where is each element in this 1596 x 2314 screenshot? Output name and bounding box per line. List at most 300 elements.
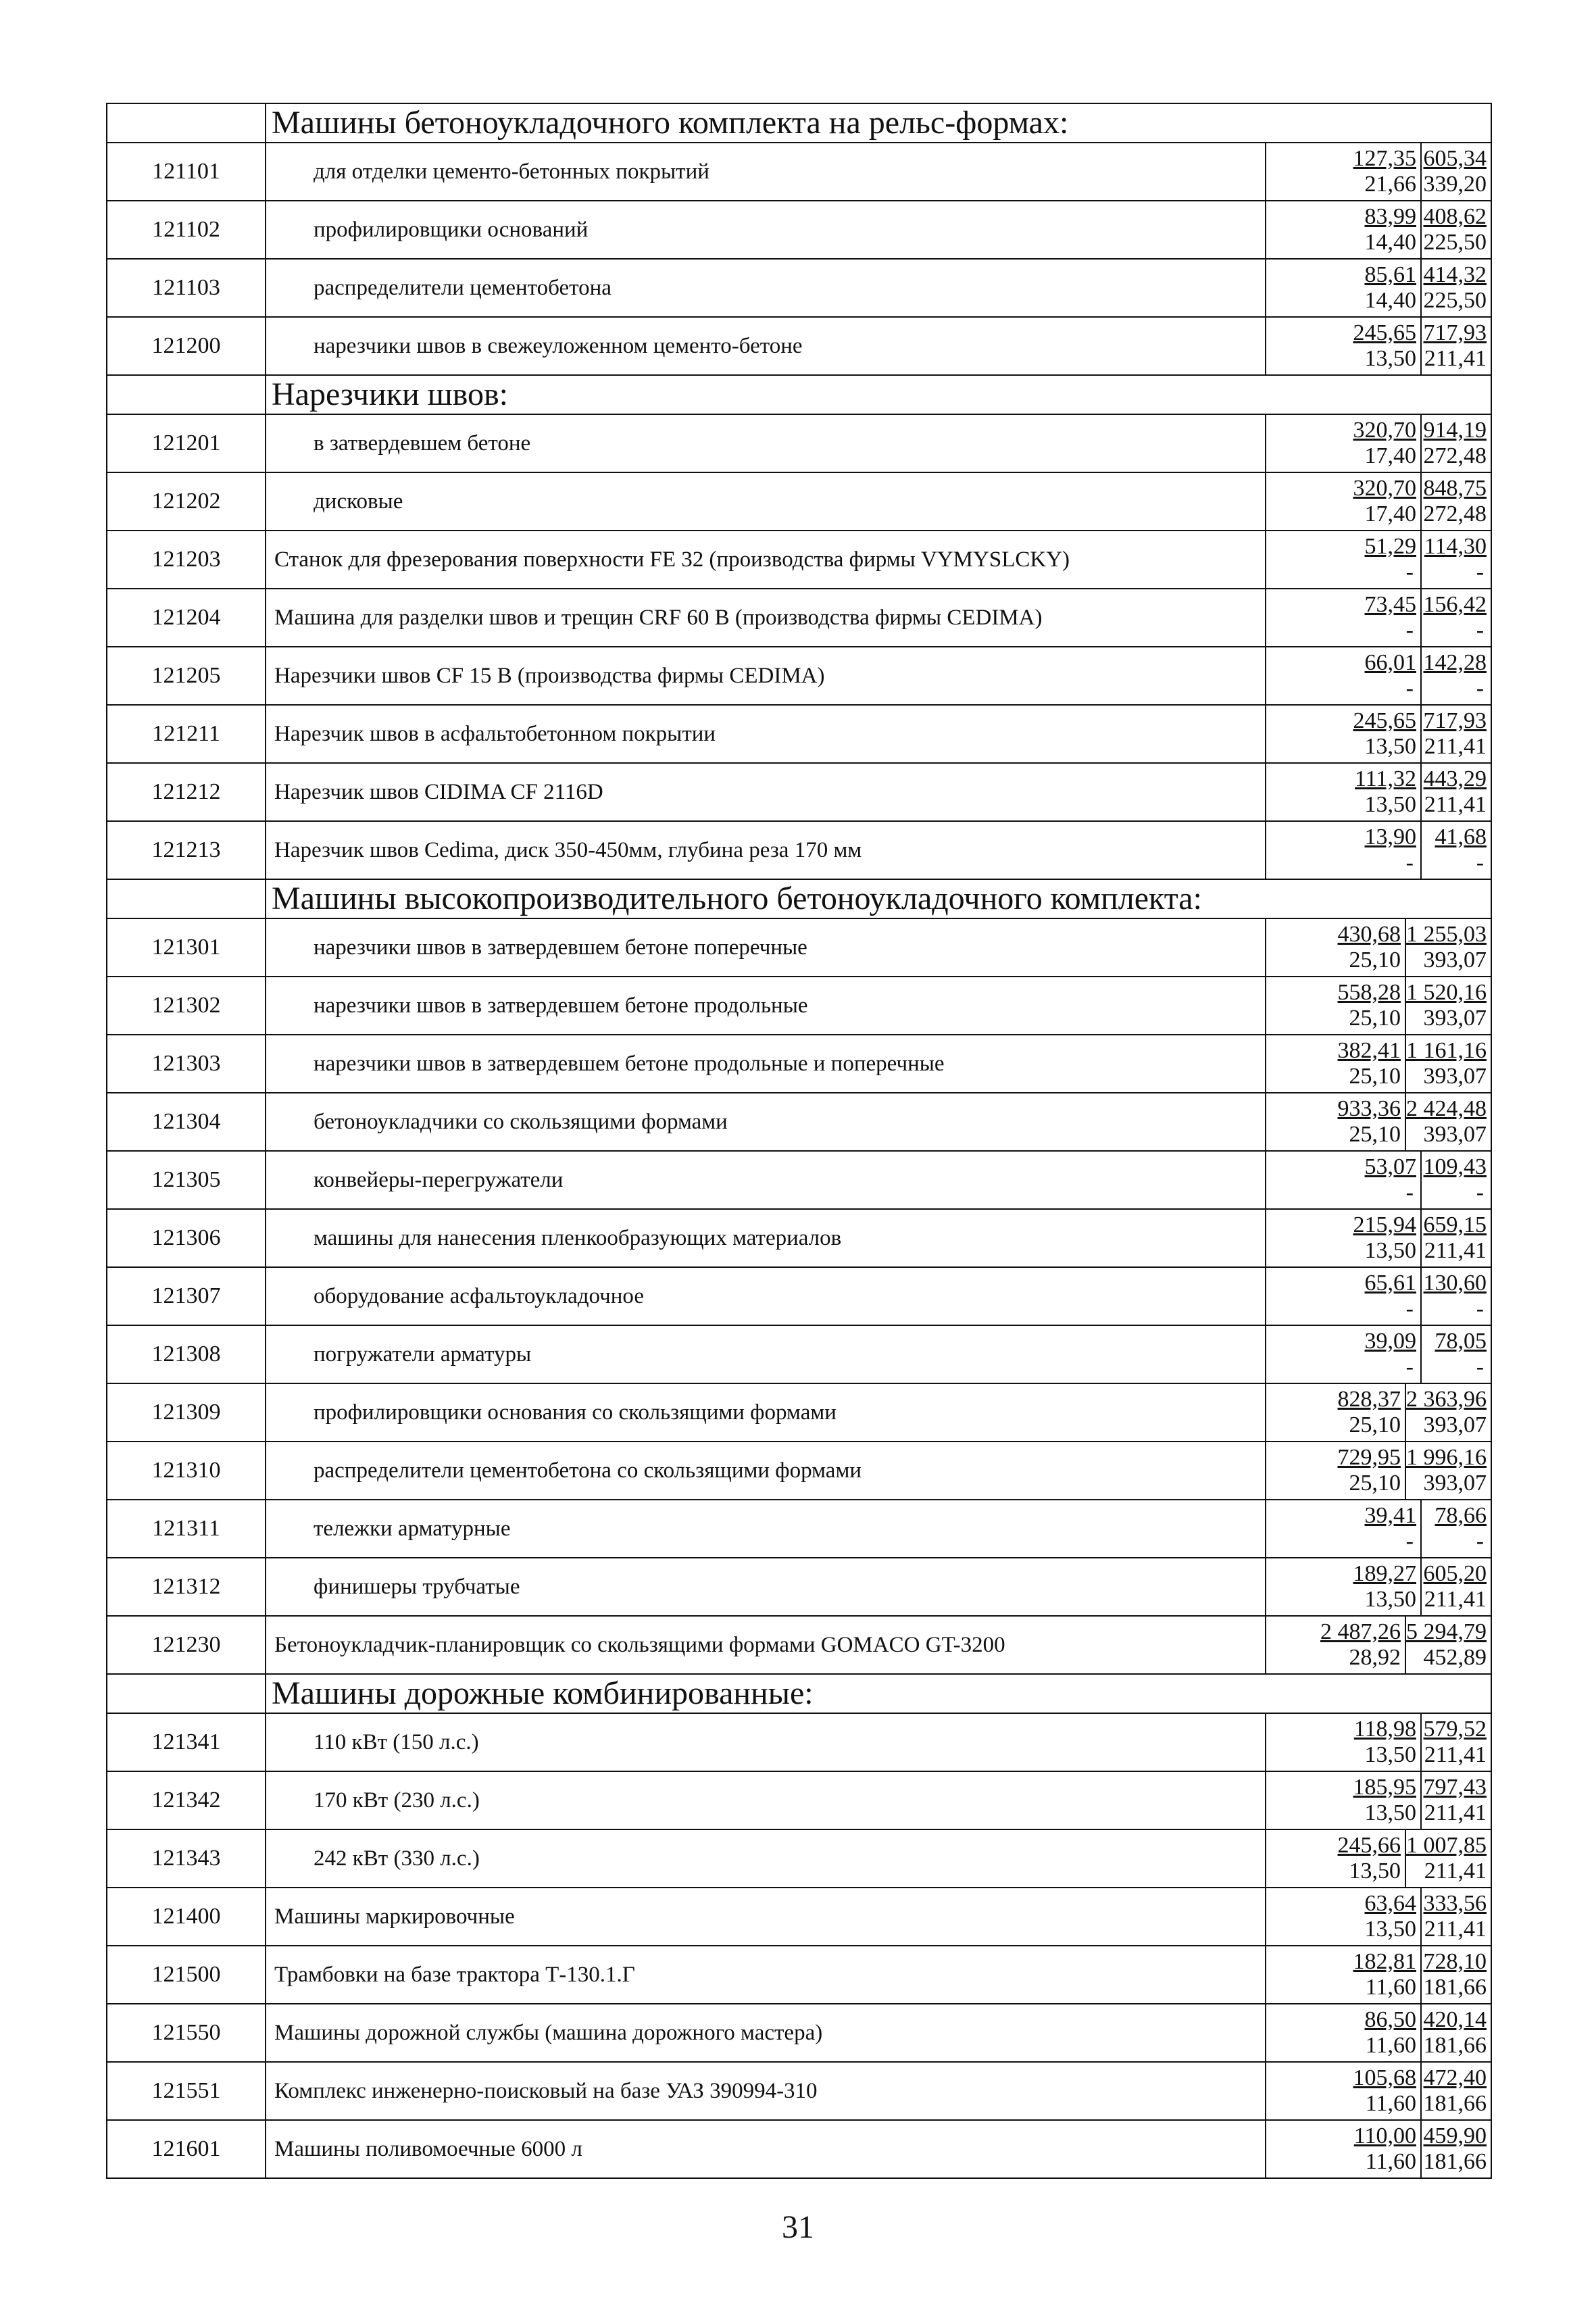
value-bottom: - — [1405, 676, 1414, 701]
row-values — [1266, 1771, 1491, 1829]
row-code: 121307 — [107, 1267, 266, 1325]
value-top: 1 007,85 — [1406, 1833, 1487, 1858]
table-row — [107, 259, 1491, 317]
table-row — [107, 1209, 1491, 1267]
value-column-1 — [1266, 260, 1422, 316]
value-column-1 — [1266, 1946, 1422, 2003]
value-top: 182,81 — [1353, 1949, 1416, 1974]
value-top: 933,36 — [1337, 1096, 1401, 1121]
table-row — [107, 1713, 1491, 1771]
value-bottom: - — [1476, 1180, 1485, 1205]
value-bottom: 13,50 — [1364, 1238, 1416, 1263]
section-header-row — [107, 375, 1491, 414]
table-row — [107, 977, 1491, 1035]
value-column-2 — [1422, 1326, 1491, 1383]
row-name: распределители цементобетона — [266, 259, 1266, 317]
value-top: 459,90 — [1423, 2123, 1487, 2148]
row-code: 121301 — [107, 918, 266, 977]
value-bottom: 28,92 — [1349, 1645, 1401, 1670]
value-column-1 — [1266, 473, 1422, 530]
table-row — [107, 1383, 1491, 1442]
value-column-2 — [1422, 143, 1491, 200]
value-bottom: 211,41 — [1424, 1742, 1487, 1767]
row-name: 110 кВт (150 л.с.) — [266, 1713, 1266, 1771]
row-name: конвейеры-перегружатели — [266, 1151, 1266, 1209]
values-box — [1266, 473, 1491, 530]
row-name: нарезчики швов в затвердевшем бетоне продольные — [266, 977, 1266, 1035]
value-column-2 — [1422, 2004, 1491, 2061]
row-values — [1266, 1151, 1491, 1209]
values-box — [1266, 1326, 1491, 1383]
row-code: 121342 — [107, 1771, 266, 1829]
values-box — [1266, 1558, 1491, 1615]
table-row — [107, 317, 1491, 375]
value-top: 156,42 — [1423, 592, 1487, 617]
section-header-row — [107, 879, 1491, 918]
row-name: Комплекс инженерно-поисковый на базе УАЗ 390994-310 — [266, 2062, 1266, 2120]
price-table-container — [106, 103, 1491, 2179]
value-top: 729,95 — [1337, 1445, 1401, 1470]
row-values — [1266, 1829, 1491, 1888]
section-title: Машины высокопроизводительного бетоноукладочного комплекта: — [266, 879, 1491, 918]
value-column-2 — [1422, 1946, 1491, 2003]
value-column-1 — [1266, 201, 1422, 258]
value-top: 13,90 — [1364, 824, 1416, 850]
values-box — [1266, 2121, 1491, 2177]
row-code: 121102 — [107, 201, 266, 259]
row-values — [1266, 1383, 1491, 1442]
row-name: Трамбовки на базе трактора Т-130.1.Г — [266, 1946, 1266, 2004]
values-box — [1266, 706, 1491, 762]
values-box — [1266, 318, 1491, 374]
value-bottom: 13,50 — [1364, 1587, 1416, 1612]
value-top: 130,60 — [1423, 1271, 1487, 1296]
value-bottom: 14,40 — [1364, 288, 1416, 313]
value-bottom: - — [1476, 560, 1485, 585]
row-code: 121212 — [107, 763, 266, 821]
value-bottom: 21,66 — [1364, 172, 1416, 197]
value-bottom: 11,60 — [1365, 2033, 1416, 2058]
table-row — [107, 1616, 1491, 1674]
row-values — [1266, 977, 1491, 1035]
value-bottom: 211,41 — [1424, 792, 1487, 817]
value-top: 63,64 — [1364, 1891, 1416, 1916]
section-header-row — [107, 103, 1491, 143]
value-column-1 — [1266, 977, 1406, 1034]
row-code: 121310 — [107, 1442, 266, 1500]
row-values — [1266, 1442, 1491, 1500]
row-code: 121304 — [107, 1093, 266, 1151]
value-bottom: - — [1405, 1180, 1414, 1205]
section-code-cell — [107, 375, 266, 414]
value-column-2 — [1422, 415, 1491, 472]
row-code: 121601 — [107, 2120, 266, 2178]
row-code: 121203 — [107, 531, 266, 589]
row-name: профилировщики оснований — [266, 201, 1266, 259]
value-bottom: 225,50 — [1423, 288, 1487, 313]
values-box — [1266, 1035, 1491, 1092]
value-column-2 — [1422, 647, 1491, 704]
value-column-1 — [1266, 1384, 1406, 1441]
row-code: 121303 — [107, 1035, 266, 1093]
row-name: тележки арматурные — [266, 1500, 1266, 1558]
row-values — [1266, 918, 1491, 977]
row-code: 121341 — [107, 1713, 266, 1771]
row-name: Нарезчик швов CIDIMA CF 2116D — [266, 763, 1266, 821]
value-column-1 — [1266, 1268, 1422, 1325]
value-top: 430,68 — [1337, 922, 1401, 947]
value-bottom: 393,07 — [1423, 1006, 1487, 1031]
row-name: Машины маркировочные — [266, 1888, 1266, 1946]
value-bottom: 181,66 — [1423, 2033, 1487, 2058]
value-top: 558,28 — [1337, 980, 1401, 1005]
value-bottom: 393,07 — [1423, 1064, 1487, 1089]
value-bottom: 225,50 — [1423, 230, 1487, 255]
row-code: 121550 — [107, 2004, 266, 2062]
page-number: 31 — [782, 2209, 814, 2245]
value-column-1 — [1266, 318, 1422, 374]
value-bottom: 25,10 — [1349, 1412, 1401, 1437]
values-box — [1266, 201, 1491, 258]
value-top: 83,99 — [1364, 204, 1416, 229]
table-row — [107, 1829, 1491, 1888]
row-values — [1266, 821, 1491, 879]
value-top: 728,10 — [1423, 1949, 1487, 1974]
row-name: Нарезчики швов CF 15 B (производства фирмы CEDIMA) — [266, 647, 1266, 705]
value-top: 189,27 — [1353, 1561, 1416, 1586]
row-code: 121551 — [107, 2062, 266, 2120]
value-top: 408,62 — [1423, 204, 1487, 229]
row-values — [1266, 2062, 1491, 2120]
values-box — [1266, 1772, 1491, 1829]
value-bottom: - — [1476, 1296, 1485, 1321]
value-bottom: 13,50 — [1349, 1858, 1401, 1884]
value-bottom: 339,20 — [1423, 172, 1487, 197]
row-code: 121230 — [107, 1616, 266, 1674]
table-row — [107, 1771, 1491, 1829]
value-top: 5 294,79 — [1406, 1619, 1487, 1644]
values-box — [1266, 1442, 1491, 1499]
value-bottom: 25,10 — [1349, 1064, 1401, 1089]
value-column-1 — [1266, 1888, 1422, 1945]
value-bottom: 393,07 — [1423, 1122, 1487, 1147]
value-column-1 — [1266, 1442, 1406, 1499]
values-box — [1266, 977, 1491, 1034]
section-header-row — [107, 1674, 1491, 1713]
value-top: 2 424,48 — [1406, 1096, 1487, 1121]
row-code: 121306 — [107, 1209, 266, 1267]
value-column-1 — [1266, 2063, 1422, 2119]
values-box — [1266, 1830, 1491, 1887]
row-name: распределители цементобетона со скользящими формами — [266, 1442, 1266, 1500]
value-column-1 — [1266, 822, 1422, 879]
value-top: 443,29 — [1423, 766, 1487, 791]
section-code-cell — [107, 1674, 266, 1713]
row-code: 121309 — [107, 1383, 266, 1442]
value-column-1 — [1266, 1093, 1406, 1150]
value-top: 105,68 — [1353, 2065, 1416, 2090]
value-bottom: 11,60 — [1365, 2149, 1416, 2174]
table-row — [107, 143, 1491, 201]
row-code: 121305 — [107, 1151, 266, 1209]
value-bottom: 14,40 — [1364, 230, 1416, 255]
row-name: машины для нанесения пленкообразующих материалов — [266, 1209, 1266, 1267]
value-bottom: - — [1405, 560, 1414, 585]
row-name: для отделки цементо-бетонных покрытий — [266, 143, 1266, 201]
values-box — [1266, 589, 1491, 646]
table-row — [107, 1267, 1491, 1325]
value-top: 41,68 — [1435, 824, 1487, 850]
row-code: 121400 — [107, 1888, 266, 1946]
row-values — [1266, 1500, 1491, 1558]
row-values — [1266, 1888, 1491, 1946]
value-top: 848,75 — [1423, 476, 1487, 501]
row-values — [1266, 1267, 1491, 1325]
table-row — [107, 1946, 1491, 2004]
table-row — [107, 2120, 1491, 2178]
value-top: 245,65 — [1353, 320, 1416, 345]
row-values — [1266, 1713, 1491, 1771]
value-top: 605,20 — [1423, 1561, 1487, 1586]
value-bottom: 13,50 — [1364, 1917, 1416, 1942]
row-name: Машины дорожной службы (машина дорожного мастера) — [266, 2004, 1266, 2062]
values-box — [1266, 260, 1491, 316]
values-box — [1266, 2063, 1491, 2119]
row-values — [1266, 201, 1491, 259]
row-name: дисковые — [266, 472, 1266, 531]
value-top: 797,43 — [1423, 1775, 1487, 1800]
values-box — [1266, 1268, 1491, 1325]
values-box — [1266, 1946, 1491, 2003]
row-values — [1266, 259, 1491, 317]
table-row — [107, 414, 1491, 472]
value-column-1 — [1266, 1500, 1422, 1557]
row-values — [1266, 1946, 1491, 2004]
table-row — [107, 589, 1491, 647]
value-bottom: 13,50 — [1364, 1742, 1416, 1767]
value-column-2 — [1422, 260, 1491, 316]
value-top: 914,19 — [1423, 418, 1487, 443]
table-row — [107, 763, 1491, 821]
values-box — [1266, 647, 1491, 704]
value-top: 142,28 — [1423, 650, 1487, 675]
value-bottom: 211,41 — [1424, 346, 1487, 371]
value-column-1 — [1266, 1035, 1406, 1092]
value-column-2 — [1406, 977, 1491, 1034]
row-values — [1266, 143, 1491, 201]
table-row — [107, 918, 1491, 977]
row-code: 121204 — [107, 589, 266, 647]
value-column-2 — [1422, 1772, 1491, 1829]
value-top: 1 255,03 — [1406, 922, 1487, 947]
row-code: 121302 — [107, 977, 266, 1035]
row-name: нарезчики швов в затвердевшем бетоне поперечные — [266, 918, 1266, 977]
row-values — [1266, 2004, 1491, 2062]
value-column-2 — [1422, 2121, 1491, 2177]
value-column-1 — [1266, 1210, 1422, 1266]
value-top: 2 487,26 — [1320, 1619, 1401, 1644]
row-values — [1266, 414, 1491, 472]
price-table — [106, 103, 1492, 2179]
table-row — [107, 1500, 1491, 1558]
row-code: 121500 — [107, 1946, 266, 2004]
value-top: 579,52 — [1423, 1717, 1487, 1742]
values-box — [1266, 1093, 1491, 1150]
section-title: Машины дорожные комбинированные: — [266, 1674, 1491, 1713]
table-row — [107, 1558, 1491, 1616]
value-bottom: 25,10 — [1349, 1122, 1401, 1147]
value-top: 85,61 — [1364, 262, 1416, 287]
value-top: 114,30 — [1424, 534, 1487, 559]
table-row — [107, 531, 1491, 589]
value-column-2 — [1406, 1830, 1491, 1887]
row-code: 121200 — [107, 317, 266, 375]
values-box — [1266, 2004, 1491, 2061]
value-bottom: 272,48 — [1423, 443, 1487, 468]
value-column-2 — [1406, 1035, 1491, 1092]
price-table-body — [107, 103, 1491, 2178]
row-values — [1266, 317, 1491, 375]
value-top: 2 363,96 — [1406, 1387, 1487, 1412]
value-top: 66,01 — [1364, 650, 1416, 675]
value-top: 605,34 — [1423, 146, 1487, 171]
value-column-1 — [1266, 764, 1422, 820]
value-column-2 — [1406, 1384, 1491, 1441]
value-bottom: 13,50 — [1364, 1800, 1416, 1825]
table-row — [107, 1035, 1491, 1093]
values-box — [1266, 1210, 1491, 1266]
value-bottom: 25,10 — [1349, 1471, 1401, 1496]
value-top: 1 161,16 — [1406, 1038, 1487, 1063]
value-top: 118,98 — [1353, 1717, 1416, 1742]
value-bottom: 13,50 — [1364, 734, 1416, 759]
value-top: 39,09 — [1364, 1329, 1416, 1354]
value-column-1 — [1266, 1772, 1422, 1829]
value-column-1 — [1266, 647, 1422, 704]
row-name: погружатели арматуры — [266, 1325, 1266, 1383]
row-code: 121201 — [107, 414, 266, 472]
row-values — [1266, 763, 1491, 821]
value-column-1 — [1266, 706, 1422, 762]
value-bottom: 452,89 — [1423, 1645, 1487, 1670]
value-column-2 — [1406, 919, 1491, 976]
values-box — [1266, 143, 1491, 200]
table-row — [107, 2062, 1491, 2120]
values-box — [1266, 919, 1491, 976]
value-bottom: 13,50 — [1364, 792, 1416, 817]
value-column-2 — [1406, 1442, 1491, 1499]
row-values — [1266, 1325, 1491, 1383]
value-column-1 — [1266, 2121, 1422, 2177]
table-row — [107, 472, 1491, 531]
value-bottom: 181,66 — [1423, 2091, 1487, 2116]
value-column-2 — [1422, 201, 1491, 258]
value-top: 717,93 — [1423, 320, 1487, 345]
row-name: Машина для разделки швов и трещин CRF 60 B (производства фирмы CEDIMA) — [266, 589, 1266, 647]
value-top: 86,50 — [1364, 2007, 1416, 2032]
values-box — [1266, 1617, 1491, 1673]
row-values — [1266, 472, 1491, 531]
table-row — [107, 705, 1491, 763]
value-column-1 — [1266, 531, 1422, 588]
value-top: 1 520,16 — [1406, 980, 1487, 1005]
row-name: Нарезчик швов в асфальтобетонном покрытии — [266, 705, 1266, 763]
value-column-2 — [1422, 1714, 1491, 1771]
value-top: 1 996,16 — [1406, 1445, 1487, 1470]
value-bottom: 11,60 — [1365, 2091, 1416, 2116]
value-bottom: - — [1476, 676, 1485, 701]
section-code-cell — [107, 103, 266, 143]
value-column-2 — [1422, 318, 1491, 374]
value-top: 420,14 — [1423, 2007, 1487, 2032]
table-row — [107, 201, 1491, 259]
value-bottom: 25,10 — [1349, 947, 1401, 973]
table-row — [107, 647, 1491, 705]
value-bottom: 181,66 — [1423, 1975, 1487, 2000]
value-bottom: - — [1405, 1529, 1414, 1554]
value-bottom: 17,40 — [1364, 501, 1416, 526]
row-values — [1266, 1209, 1491, 1267]
value-bottom: 211,41 — [1424, 1587, 1487, 1612]
value-top: 382,41 — [1337, 1038, 1401, 1063]
row-code: 121311 — [107, 1500, 266, 1558]
row-values — [1266, 1558, 1491, 1616]
value-bottom: 17,40 — [1364, 443, 1416, 468]
value-column-1 — [1266, 2004, 1422, 2061]
value-top: 53,07 — [1364, 1154, 1416, 1179]
value-bottom: 181,66 — [1423, 2149, 1487, 2174]
row-name: финишеры трубчатые — [266, 1558, 1266, 1616]
value-bottom: 211,41 — [1424, 1858, 1487, 1884]
value-bottom: 25,10 — [1349, 1006, 1401, 1031]
value-column-1 — [1266, 1152, 1422, 1208]
value-bottom: 13,50 — [1364, 346, 1416, 371]
value-top: 320,70 — [1353, 418, 1416, 443]
row-code: 121343 — [107, 1829, 266, 1888]
value-top: 109,43 — [1423, 1154, 1487, 1179]
row-code: 121205 — [107, 647, 266, 705]
row-name: Машины поливомоечные 6000 л — [266, 2120, 1266, 2178]
value-bottom: - — [1405, 1354, 1414, 1379]
value-top: 73,45 — [1364, 592, 1416, 617]
value-column-2 — [1422, 589, 1491, 646]
value-column-2 — [1422, 1210, 1491, 1266]
value-column-2 — [1422, 473, 1491, 530]
value-top: 110,00 — [1353, 2123, 1416, 2148]
value-top: 245,65 — [1353, 708, 1416, 733]
values-box — [1266, 1888, 1491, 1945]
row-values — [1266, 647, 1491, 705]
value-column-2 — [1422, 764, 1491, 820]
value-column-2 — [1422, 1500, 1491, 1557]
value-column-2 — [1422, 2063, 1491, 2119]
values-box — [1266, 822, 1491, 879]
value-bottom: - — [1476, 850, 1485, 875]
value-top: 320,70 — [1353, 476, 1416, 501]
value-bottom: 211,41 — [1424, 1800, 1487, 1825]
row-values — [1266, 2120, 1491, 2178]
values-box — [1266, 1384, 1491, 1441]
row-name: нарезчики швов в затвердевшем бетоне продольные и поперечные — [266, 1035, 1266, 1093]
value-column-2 — [1422, 1268, 1491, 1325]
value-top: 472,40 — [1423, 2065, 1487, 2090]
value-bottom: - — [1476, 618, 1485, 643]
value-column-2 — [1422, 531, 1491, 588]
value-column-1 — [1266, 1714, 1422, 1771]
value-top: 333,56 — [1423, 1891, 1487, 1916]
row-name: Станок для фрезерования поверхности FE 32 (производства фирмы VYMYSLCKY) — [266, 531, 1266, 589]
table-row — [107, 1093, 1491, 1151]
